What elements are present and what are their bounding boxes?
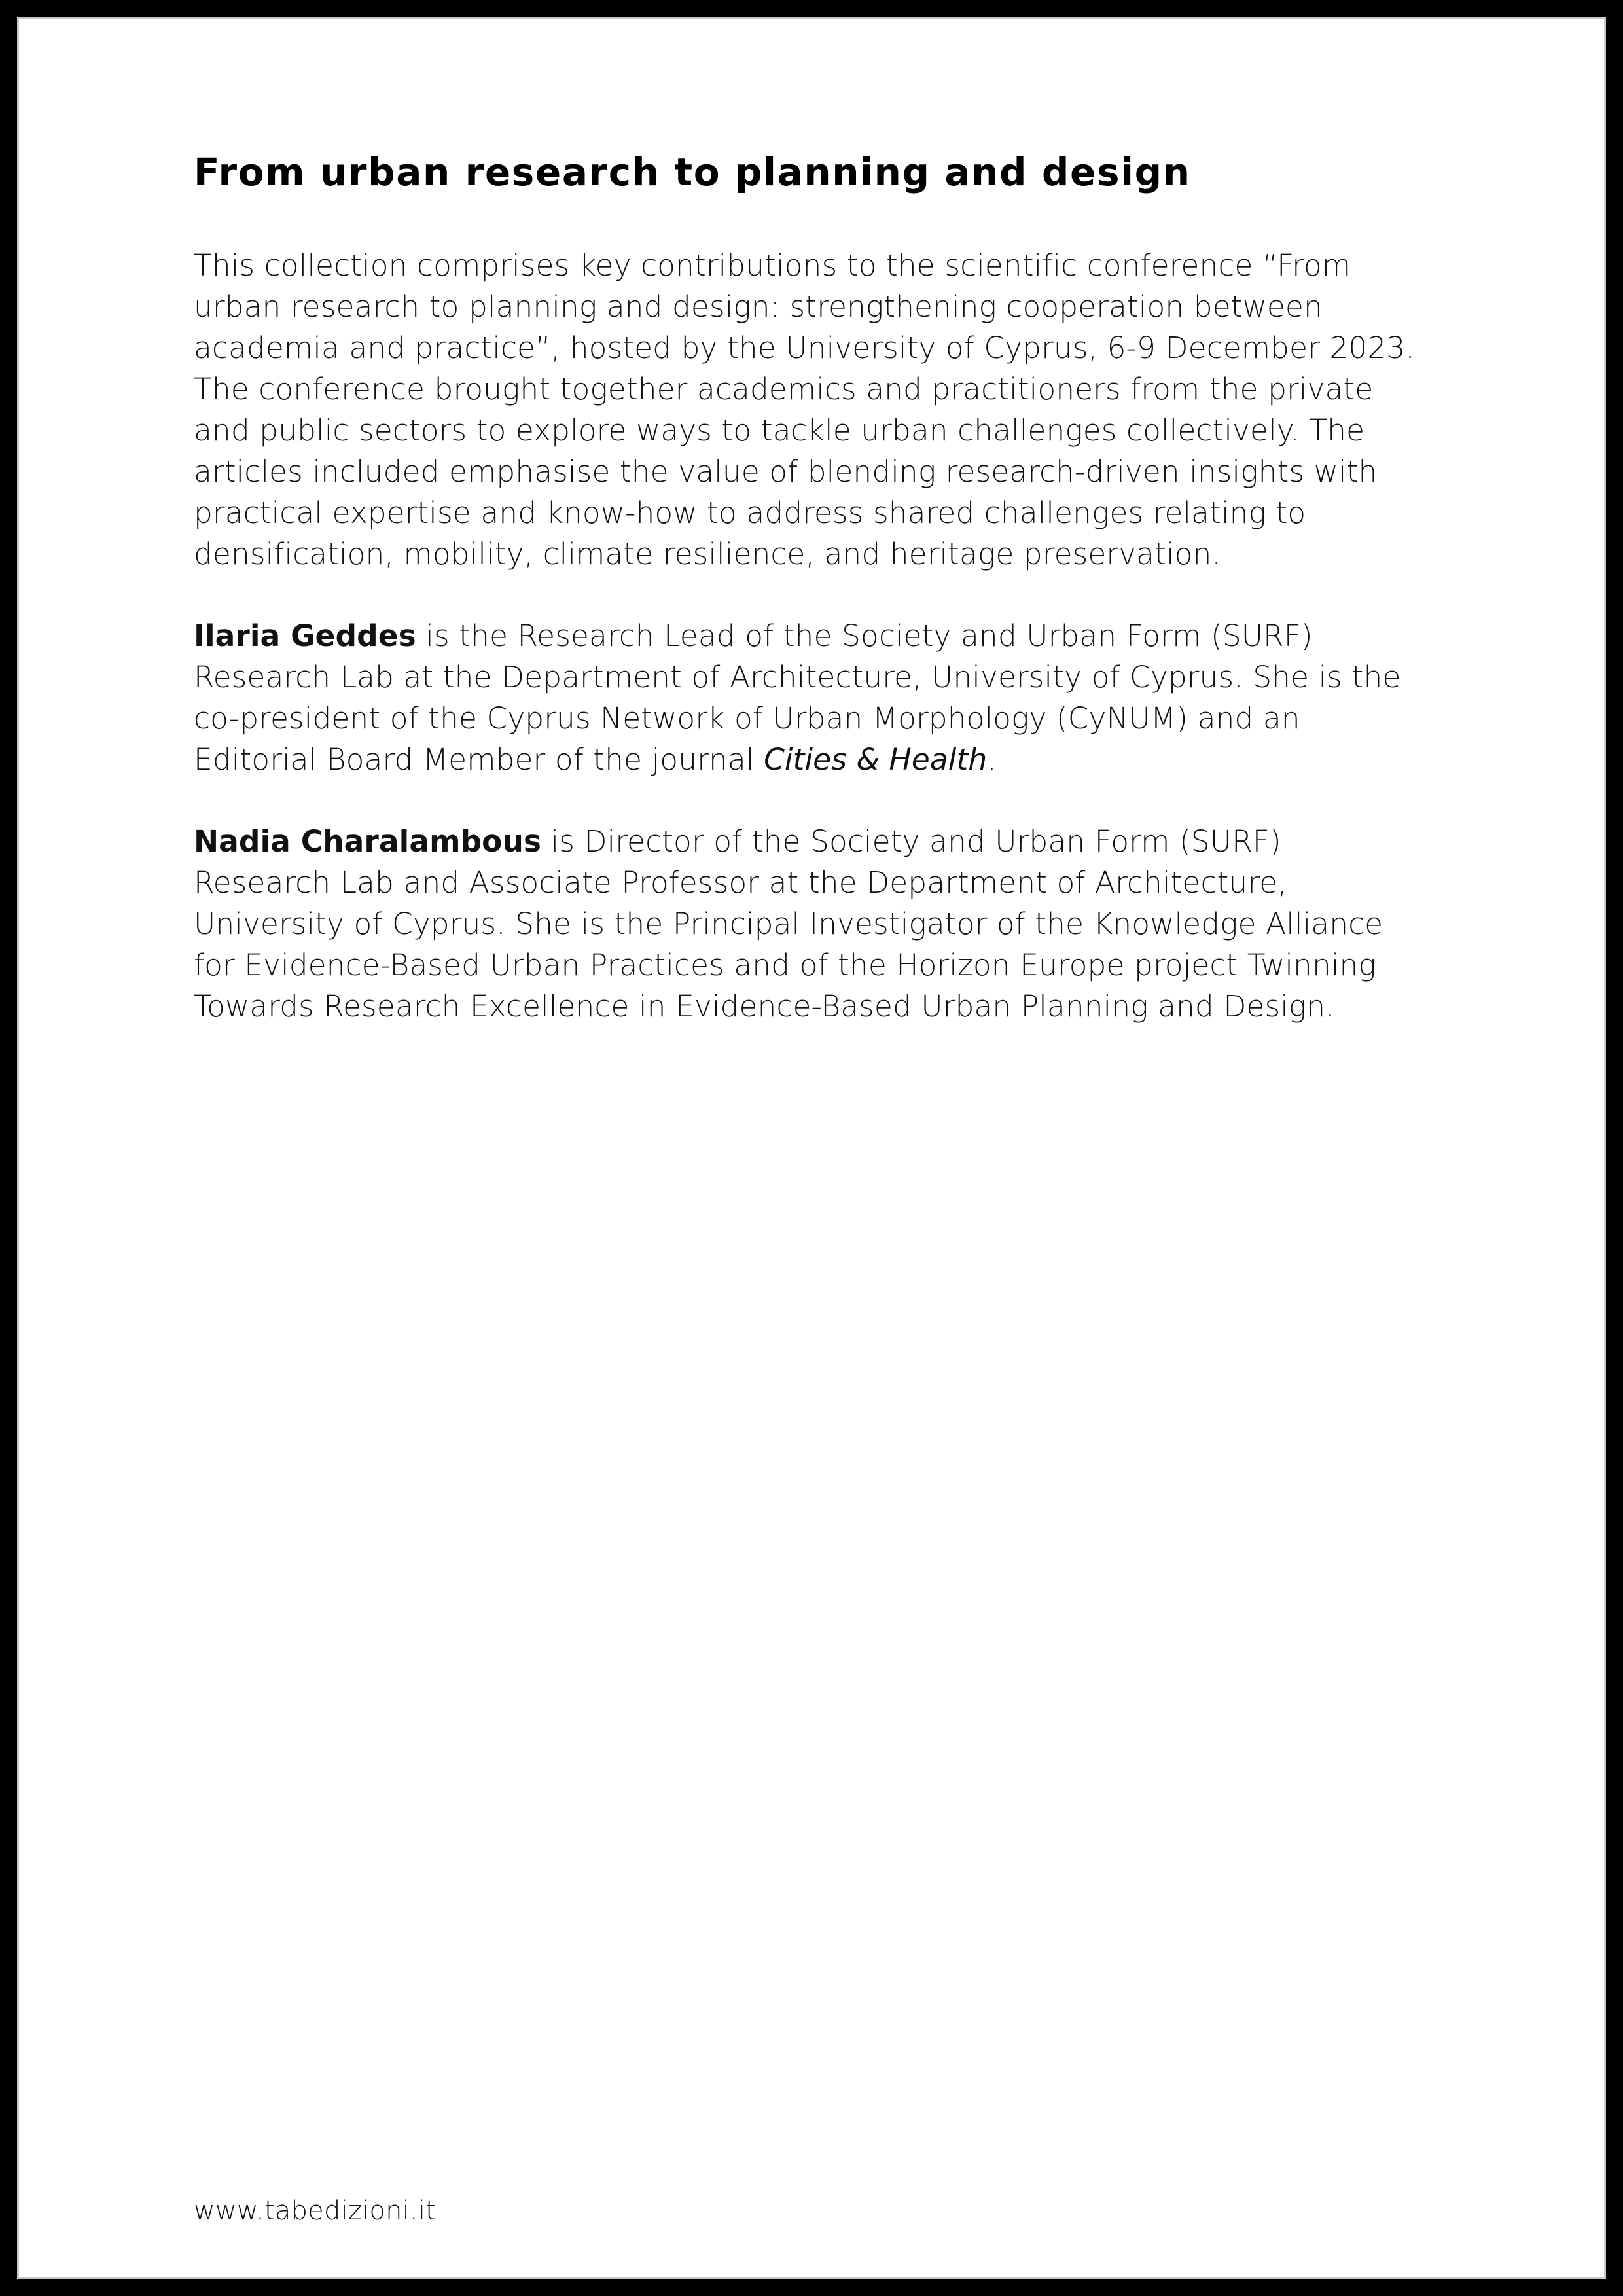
paragraph-collection-description: This collection comprises key contributions to the scientific conference “From urban research to planning and design: strengthening cooperation between academia and practice”, hosted by the University of Cyprus, 6-9 December 2023. The conference brought together academics and practitioners from the private and public sectors to explore ways to tackle urban challenges collectively. The articles included emphasise the value of blending research-driven insights with practical expertise and know-how to address shared challenges relating to densification, mobility, climate resilience, and heritage preservation.: [194, 248, 1415, 571]
bio-text-nadia-charalambous: is Director of the Society and Urban Form (SURF) Research Lab and Associate Professor at the Department of Architecture, University of Cyprus. She is the Principal Investigator of the Knowledge Alliance for Evidence-Based Urban Practices and of the Horizon Europe project Twinning Towards Research Excellence in Evidence-Based Urban Planning and Design.: [194, 824, 1383, 1024]
editor-name-ilaria-geddes: Ilaria Geddes: [194, 619, 416, 653]
journal-title-cities-and-health: Cities & Health: [764, 742, 988, 777]
page-title: From urban research to planning and design: [194, 150, 1191, 194]
bio-text-after-journal: .: [987, 742, 997, 777]
publisher-website-url[interactable]: www.tabedizioni.it: [194, 2196, 437, 2226]
blurb-body: [194, 245, 1427, 1027]
editor-name-nadia-charalambous: Nadia Charalambous: [194, 824, 542, 859]
bio-text-before-journal: is the Research Lead of the Society and Urban Form (SURF) Research Lab at the Department of Architecture, University of Cyprus. She is the co-president of the Cyprus Network of Urban Morphology (CyNUM) and an Editorial Board Member of the journal: [194, 619, 1401, 777]
paragraph-bio-ilaria-geddes: [194, 615, 1427, 780]
paragraph-bio-nadia-charalambous: [194, 821, 1427, 1027]
